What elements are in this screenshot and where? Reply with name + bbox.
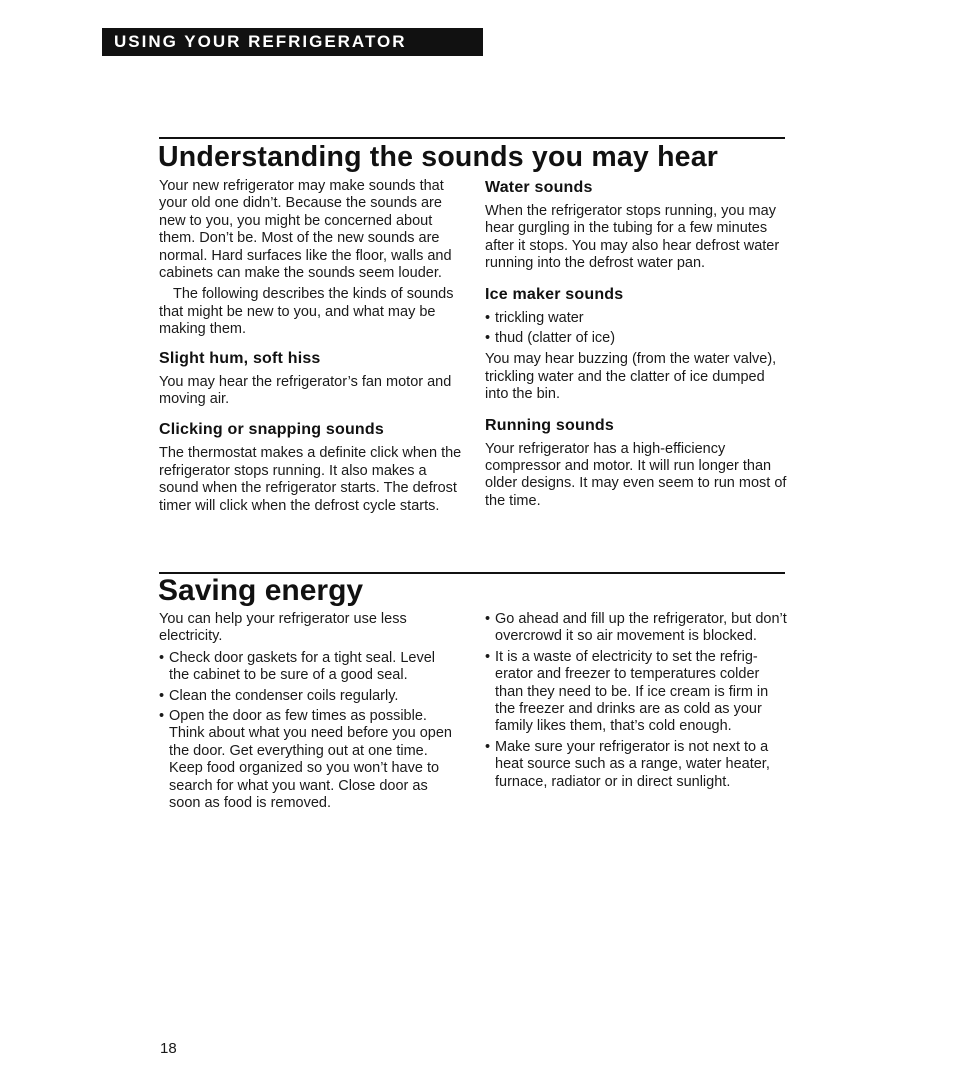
sounds-rule bbox=[159, 137, 785, 139]
section-tab: USING YOUR REFRIGERATOR bbox=[102, 28, 483, 56]
energy-right-list bbox=[485, 611, 790, 791]
hum-heading: Slight hum, soft hiss bbox=[159, 349, 321, 367]
clicking-body: The thermostat makes a definite click when the refrigerator stops running. It also makes a sound when the refrigerator starts. The defrost timer will click when the defrost cycle starts. bbox=[159, 445, 462, 514]
energy-left-column bbox=[159, 611, 459, 816]
list-item: • Open the door as few times as possible. Think about what you need before you open the door. Get everything out at one time. Keep food organized so you won’t have to search for what you want. Close door as soon as food is removed. bbox=[159, 708, 459, 812]
energy-right-column bbox=[485, 611, 790, 795]
ice-maker-heading: Ice maker sounds bbox=[485, 285, 624, 303]
list-item: • Clean the condenser coils regularly. bbox=[159, 688, 459, 705]
list-item: • Check door gaskets for a tight seal. Level the cabinet to be sure of a good seal. bbox=[159, 650, 459, 685]
running-body: Your refrigerator has a high-efficiency compressor and motor. It will run longer than older designs. It may even seem to run most of the time. bbox=[485, 440, 787, 509]
sounds-left-column bbox=[159, 178, 464, 519]
list-item: • Go ahead and fill up the refrigerator, but don’t overcrowd it so air movement is blocked. bbox=[485, 611, 790, 646]
sounds-right-column bbox=[485, 178, 790, 514]
sounds-intro-paragraph: The following describes the kinds of sounds that might be new to you, and what may be making them. bbox=[159, 286, 454, 338]
sounds-intro-paragraph: Your new refrigerator may make sounds that your old one didn’t. Because the sounds are new to you, you might be concerned about them. Don’t be. Most of the new sounds are normal. Hard surfaces like the floor, walls and cabinets can make the sounds seem louder. bbox=[159, 178, 452, 282]
clicking-heading: Clicking or snapping sounds bbox=[159, 421, 384, 439]
ice-maker-body: You may hear buzzing (from the water valve), trickling water and the clatter of ice dumped into the bin. bbox=[485, 351, 777, 403]
energy-intro: You can help your refrigerator use less electricity. bbox=[159, 611, 407, 645]
hum-body: You may hear the refrigerator’s fan motor and moving air. bbox=[159, 373, 452, 408]
list-item: • thud (clatter of ice) bbox=[485, 330, 790, 347]
water-heading: Water sounds bbox=[485, 179, 593, 196]
list-item: • It is a waste of electricity to set the refrig-erator and freezer to temperatures colder than they need to be. If ice cream is firm in the freezer and drinks are as cold as your family likes them, that’s cold enough. bbox=[485, 649, 790, 736]
ice-maker-list bbox=[485, 310, 790, 348]
energy-left-list bbox=[159, 650, 459, 813]
sounds-title: Understanding the sounds you may hear bbox=[158, 141, 719, 173]
page-number: 18 bbox=[160, 1040, 177, 1057]
list-item: • Make sure your refrigerator is not next to a heat source such as a range, water heater, furnace, radiator or in direct sunlight. bbox=[485, 739, 790, 791]
list-item: • trickling water bbox=[485, 310, 790, 327]
running-heading: Running sounds bbox=[485, 416, 615, 434]
water-body: When the refrigerator stops running, you may hear gurgling in the tubing for a few minutes after it stops. You may also hear defrost water running into the defrost water pan. bbox=[485, 203, 780, 272]
energy-title: Saving energy bbox=[158, 574, 364, 607]
